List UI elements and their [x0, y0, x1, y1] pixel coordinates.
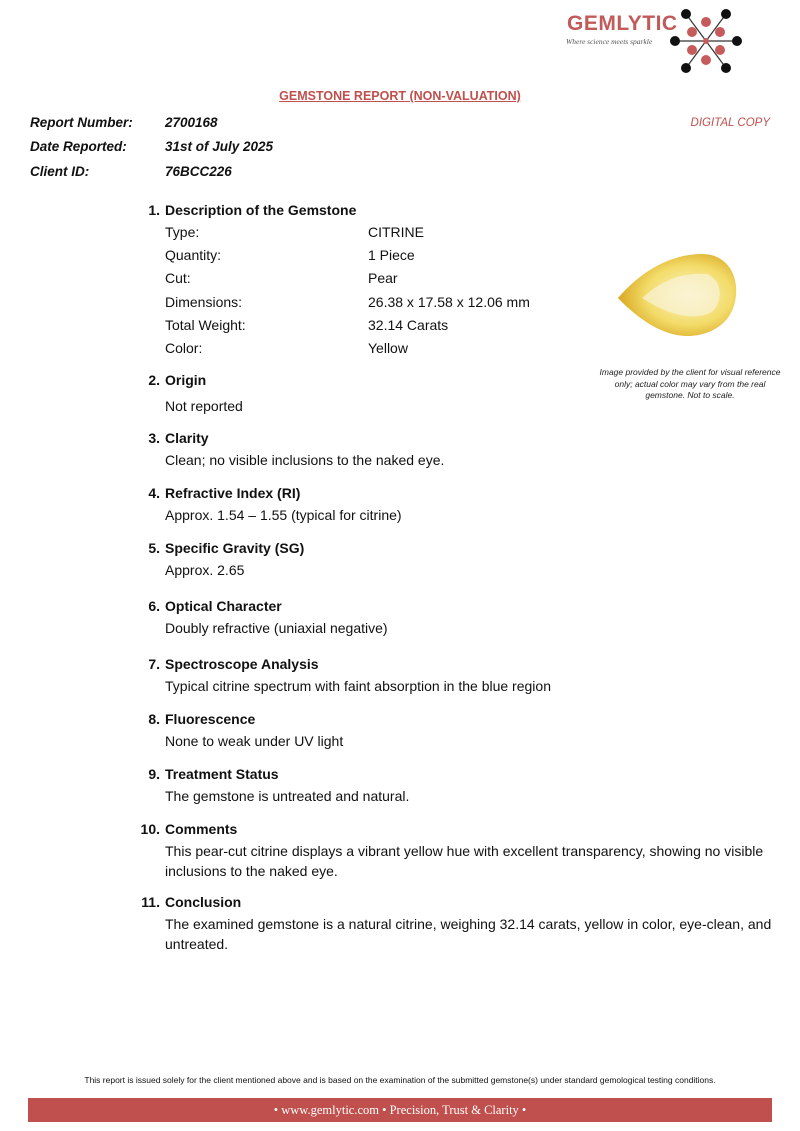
section-heading: Comments — [165, 821, 238, 837]
client-id-value: 76BCC226 — [165, 164, 232, 179]
report-number-label: Report Number: — [30, 115, 133, 130]
section-heading: Spectroscope Analysis — [165, 656, 319, 672]
section-heading: Conclusion — [165, 894, 242, 910]
section-heading: Optical Character — [165, 598, 282, 614]
section-number: 3. — [148, 430, 160, 446]
section-body: Clean; no visible inclusions to the naked eye. — [165, 452, 445, 468]
section-heading: Description of the Gemstone — [165, 202, 357, 218]
section-heading: Fluorescence — [165, 711, 256, 727]
description-value: 32.14 Carats — [368, 316, 449, 333]
description-value: 1 Piece — [368, 247, 415, 264]
description-label: Type: — [165, 224, 200, 240]
description-label: Color: — [165, 340, 203, 356]
section-heading: Clarity — [165, 430, 209, 446]
section-number: 5. — [148, 540, 160, 556]
logo-icon — [670, 6, 742, 76]
client-id-label: Client ID: — [30, 164, 90, 179]
section-body: The examined gemstone is a natural citrine, weighing 32.14 carats, yellow in color, eye-clean, and untreated. — [165, 916, 772, 952]
section-number: 10. — [140, 821, 160, 837]
section-number: 7. — [148, 656, 160, 672]
description-label: Dimensions: — [165, 293, 243, 310]
section-body: Typical citrine spectrum with faint absorption in the blue region — [165, 678, 551, 694]
section-body: This pear-cut citrine displays a vibrant yellow hue with excellent transparency, showing no visible inclusions to the naked eye. — [165, 843, 764, 879]
section-number: 2. — [148, 372, 160, 388]
report-title: GEMSTONE REPORT (NON-VALUATION) — [279, 89, 521, 103]
section-heading: Origin — [165, 372, 207, 388]
section-number: 4. — [148, 485, 160, 501]
footer-bar: • www.gemlytic.com • Precision, Trust & Clarity • — [28, 1098, 772, 1122]
image-caption: Image provided by the client for visual reference only; actual color may vary from the real gemstone. Not to scale. — [599, 367, 781, 400]
description-label: Total Weight: — [165, 316, 246, 333]
report-number-value: 2700168 — [165, 115, 218, 130]
section-body: Approx. 1.54 – 1.55 (typical for citrine) — [165, 507, 402, 523]
section-number: 6. — [148, 598, 160, 614]
section-number: 1. — [148, 202, 160, 218]
section-number: 8. — [148, 711, 160, 727]
date-reported-value: 31st of July 2025 — [165, 139, 274, 154]
section-heading: Refractive Index (RI) — [165, 485, 301, 501]
section-heading: Specific Gravity (SG) — [165, 540, 305, 556]
gemstone-image — [612, 240, 742, 345]
description-value: 26.38 x 17.58 x 12.06 mm — [368, 293, 530, 310]
section-body: Approx. 2.65 — [165, 562, 245, 578]
section-body: The gemstone is untreated and natural. — [165, 788, 410, 804]
section-heading: Treatment Status — [165, 766, 279, 782]
brand-tagline: Where science meets sparkle — [566, 37, 653, 46]
section-body: None to weak under UV light — [165, 733, 344, 749]
description-value: Yellow — [368, 340, 408, 356]
description-label: Quantity: — [165, 247, 222, 264]
section-body: Not reported — [165, 398, 243, 414]
description-value: CITRINE — [368, 224, 424, 240]
date-reported-label: Date Reported: — [30, 139, 127, 154]
description-value: Pear — [368, 270, 398, 287]
brand-logo-text: GEMLYTIC — [567, 12, 678, 35]
section-number: 11. — [141, 894, 160, 910]
description-label: Cut: — [165, 270, 191, 287]
section-body: Doubly refractive (uniaxial negative) — [165, 620, 388, 636]
digital-copy-label: DIGITAL COPY — [690, 117, 770, 129]
section-number: 9. — [148, 766, 160, 782]
footer-disclaimer: This report is issued solely for the client mentioned above and is based on the examination of the submitted gemstone(s) under standard gemological testing conditions. — [84, 1075, 716, 1085]
